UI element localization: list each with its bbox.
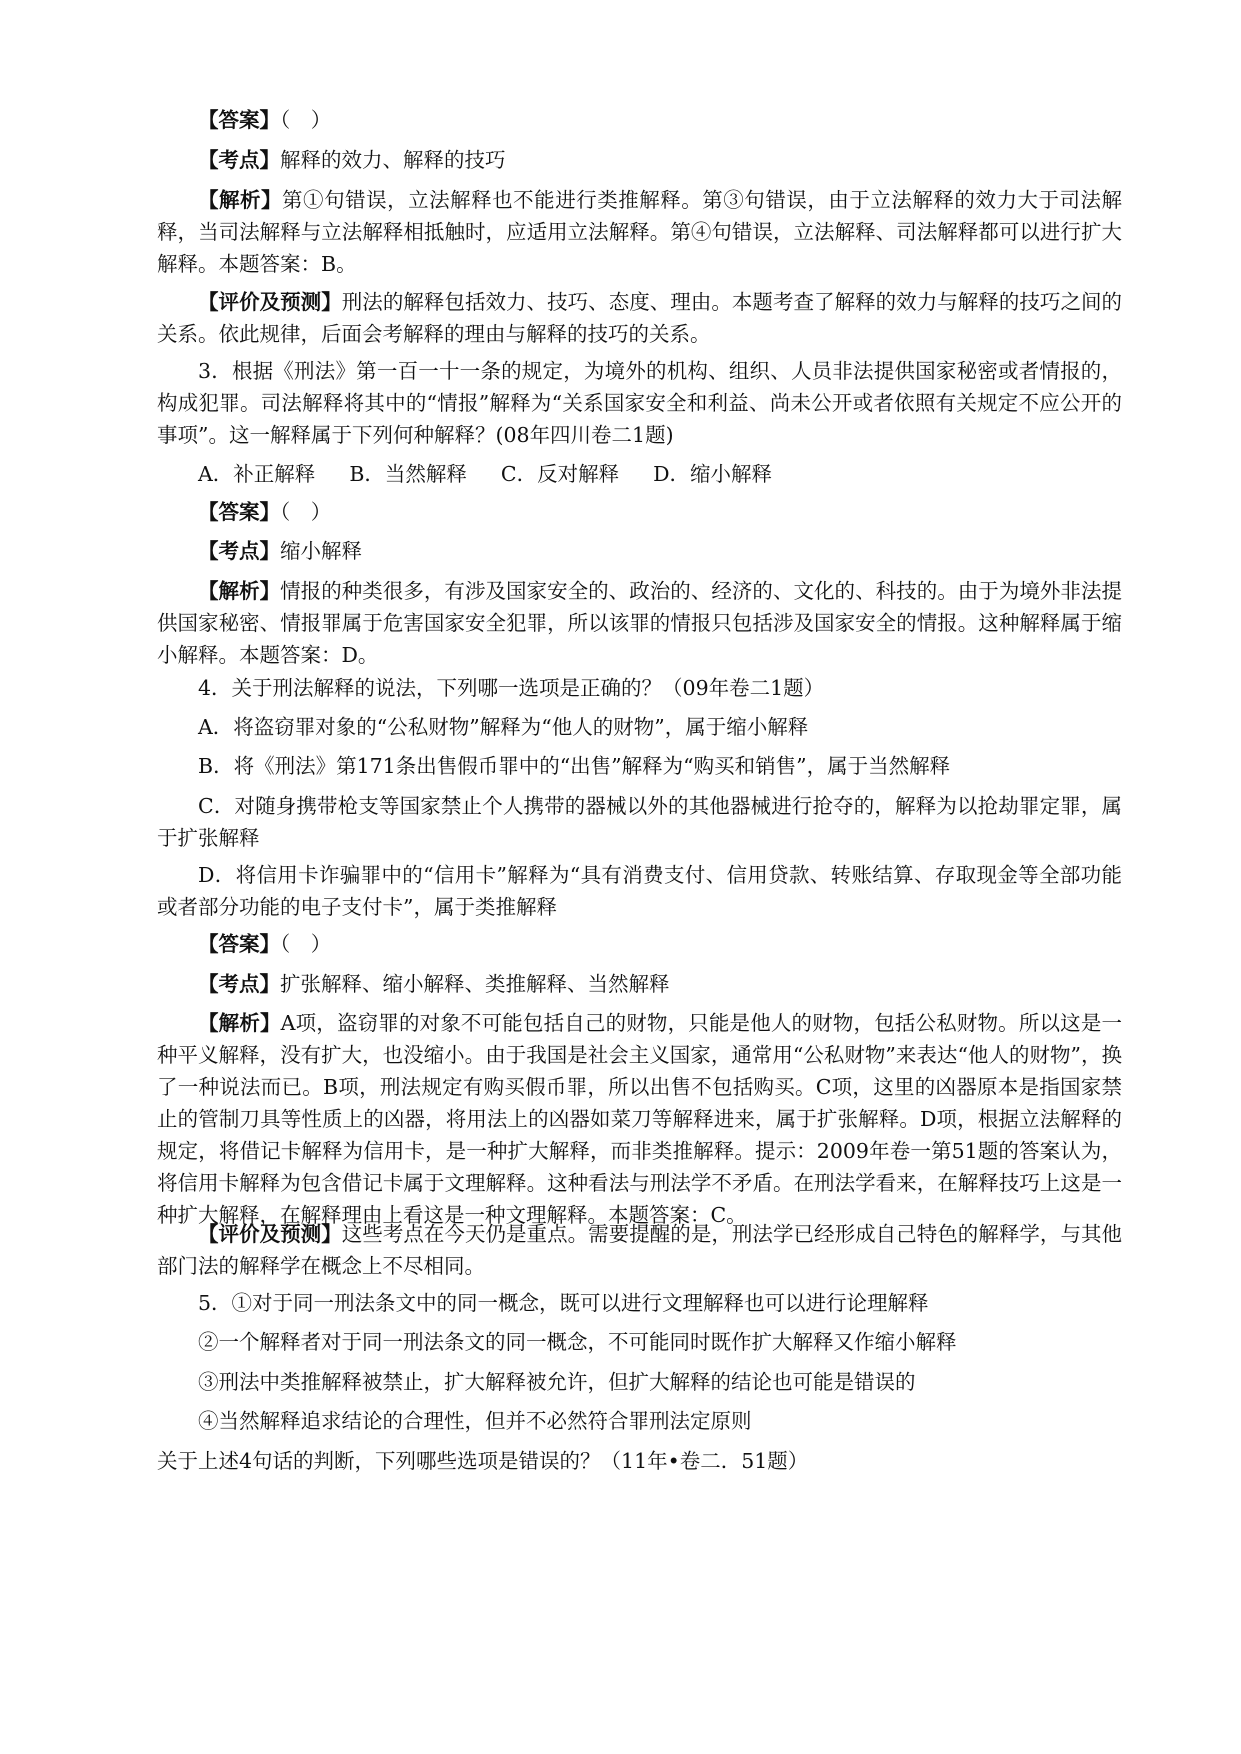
exam-point-tag: 【考点】 (198, 148, 280, 172)
option-b: B．当然解释 (349, 462, 467, 486)
question-5-statement-4: ④当然解释追求结论的合理性，但并不必然符合罪刑法定原则 (198, 1409, 752, 1433)
analysis-paragraph (157, 1007, 1122, 1231)
exam-point-line (157, 535, 1122, 567)
analysis-text: 第①句错误，立法解释也不能进行类推解释。第③句错误，由于立法解释的效力大于司法解释，当司法解释与立法解释相抵触时，应适用立法解释。第④句错误，立法解释、司法解释都可以进行扩大解释。本题答案：B。 (157, 188, 1122, 276)
answer-tag: 【答案】 (198, 500, 280, 524)
question-5-statement-2: ②一个解释者对于同一刑法条文的同一概念，不可能同时既作扩大解释又作缩小解释 (198, 1330, 957, 1354)
analysis-tag: 【解析】 (198, 1011, 281, 1035)
evaluation-paragraph (157, 1218, 1122, 1282)
answer-value: （ ） (280, 500, 332, 524)
evaluation-paragraph (157, 286, 1122, 350)
answer-value: （ ） (280, 108, 332, 132)
exam-point-value: 扩张解释、缩小解释、类推解释、当然解释 (280, 972, 670, 996)
analysis-tag: 【解析】 (198, 188, 283, 212)
answer-line (157, 496, 1122, 528)
question-4-option-b: B．将《刑法》第171条出售假币罪中的“出售”解释为“购买和销售”，属于当然解释 (198, 754, 951, 778)
answer-value: （ ） (280, 932, 332, 956)
analysis-text: 情报的种类很多，有涉及国家安全的、政治的、经济的、文化的、科技的。由于为境外非法提供国家秘密、情报罪属于危害国家安全犯罪，所以该罪的情报只包括涉及国家安全的情报。这种解释属于缩小解释。本题答案：D。 (157, 579, 1123, 667)
evaluation-tag: 【评价及预测】 (198, 1222, 342, 1246)
evaluation-text: 刑法的解释包括效力、技巧、态度、理由。本题考查了解释的效力与解释的技巧之间的关系。依此规律，后面会考解释的理由与解释的技巧的关系。 (157, 290, 1123, 346)
analysis-tag: 【解析】 (198, 579, 281, 603)
question-4-option-a: A．将盗窃罪对象的“公私财物”解释为“他人的财物”，属于缩小解释 (198, 715, 809, 739)
analysis-paragraph (157, 184, 1122, 280)
question-4-option-c: C．对随身携带枪支等国家禁止个人携带的器械以外的其他器械进行抢夺的，解释为以抢劫罪定罪，属于扩张解释 (157, 794, 1122, 850)
question-5-statement-3: ③刑法中类推解释被禁止，扩大解释被允许，但扩大解释的结论也可能是错误的 (198, 1370, 916, 1394)
evaluation-tag: 【评价及预测】 (198, 290, 342, 314)
answer-line (157, 104, 1122, 136)
exam-point-value: 缩小解释 (280, 539, 362, 563)
question-3-stem: 3．根据《刑法》第一百一十一条的规定，为境外的机构、组织、人员非法提供国家秘密或者情报的，构成犯罪。司法解释将其中的“情报”解释为“关系国家安全和利益、尚未公开或者依照有关规定不应公开的事项”。这一解释属于下列何种解释？(08年四川卷二1题) (157, 359, 1122, 447)
option-a: A．补正解释 (198, 462, 316, 486)
question-4-stem: 4．关于刑法解释的说法，下列哪一选项是正确的？（09年卷二1题） (198, 676, 825, 700)
exam-point-line (157, 968, 1122, 1000)
analysis-paragraph (157, 575, 1122, 671)
exam-point-tag: 【考点】 (198, 972, 280, 996)
exam-point-line (157, 144, 1122, 176)
question-3-options (157, 458, 1163, 490)
answer-tag: 【答案】 (198, 108, 280, 132)
option-c: C．反对解释 (500, 462, 620, 486)
question-5-prompt: 关于上述4句话的判断，下列哪些选项是错误的？（11年•卷二．51题） (157, 1449, 809, 1473)
question-5-statement-1: 5．①对于同一刑法条文中的同一概念，既可以进行文理解释也可以进行论理解释 (198, 1291, 929, 1315)
option-d: D．缩小解释 (653, 462, 773, 486)
answer-line (157, 928, 1122, 960)
exam-point-tag: 【考点】 (198, 539, 280, 563)
answer-tag: 【答案】 (198, 932, 280, 956)
analysis-text: A项，盗窃罪的对象不可能包括自己的财物，只能是他人的财物，包括公私财物。所以这是一种平义解释，没有扩大，也没缩小。由于我国是社会主义国家，通常用“公私财物”来表达“他人的财物”，换了一种说法而已。B项，刑法规定有购买假币罪，所以出售不包括购买。C项，这里的凶器原本是指国家禁止的管制刀具等性质上的凶器，将用法上的凶器如菜刀等解释进来，属于扩张解释。D项，根据立法解释的规定，将借记卡解释为信用卡，是一种扩大解释，而非类推解释。提示：2009年卷一第51题的答案认为，将信用卡解释为包含借记卡属于文理解释。这种看法与刑法学不矛盾。在刑法学看来，在解释技巧上这是一种扩大解释，在解释理由上看这是一种文理解释。本题答案：C。 (157, 1011, 1122, 1227)
evaluation-text: 这些考点在今天仍是重点。需要提醒的是，刑法学已经形成自己特色的解释学，与其他部门法的解释学在概念上不尽相同。 (157, 1222, 1123, 1278)
exam-point-value: 解释的效力、解释的技巧 (280, 148, 506, 172)
question-4-option-d: D．将信用卡诈骗罪中的“信用卡”解释为“具有消费支付、信用贷款、转账结算、存取现金等全部功能或者部分功能的电子支付卡”，属于类推解释 (157, 863, 1122, 919)
